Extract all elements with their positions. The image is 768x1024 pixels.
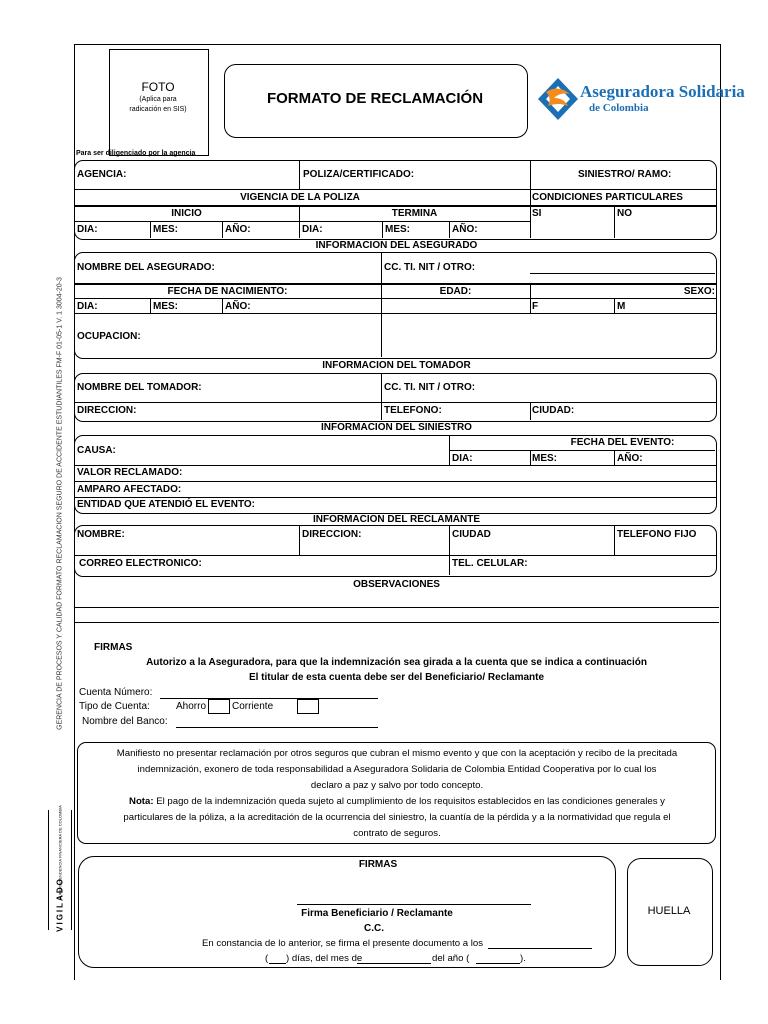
photo-label: FOTO (141, 80, 175, 94)
condiciones-label: CONDICIONES PARTICULARES (532, 192, 683, 203)
entidad-label: ENTIDAD QUE ATENDIÓ EL EVENTO: (77, 499, 255, 510)
nombre-asegurado-label: NOMBRE DEL ASEGURADO: (77, 262, 215, 273)
correo-label: CORREO ELECTRONICO: (79, 558, 202, 569)
valor-reclamado-label: VALOR RECLAMADO: (77, 467, 183, 478)
evento-mes: MES: (532, 453, 557, 464)
ciudad-reclamante-label: CIUDAD (452, 529, 491, 540)
termina-anio: AÑO: (452, 224, 478, 235)
direccion-tomador-label: DIRECCION: (77, 405, 137, 416)
vigencia-label: VIGENCIA DE LA POLIZA (240, 192, 360, 203)
tomador-section-title: INFORMACION DEL TOMADOR (322, 360, 471, 371)
banco-label: Nombre del Banco: (82, 716, 168, 727)
logo-sub: de Colombia (589, 102, 649, 114)
inicio-label: INICIO (171, 208, 202, 219)
tipo-cuenta-label: Tipo de Cuenta: (79, 701, 150, 712)
inicio-anio: AÑO: (225, 224, 251, 235)
corriente-checkbox[interactable] (297, 699, 319, 714)
titular-text: El titular de esta cuenta debe ser del Beneficiario/ Reclamante (248, 672, 545, 683)
ahorro-label: Ahorro (176, 701, 207, 712)
agency-note: Para ser diligenciado por la agencia (76, 150, 196, 157)
termina-label: TERMINA (391, 208, 438, 219)
no-label: NO (617, 208, 632, 219)
celular-label: TEL. CELULAR: (452, 558, 528, 569)
si-label: SI (532, 208, 542, 219)
nac-mes: MES: (153, 301, 178, 312)
firmas-title-1: FIRMAS (94, 642, 133, 653)
nombre-tomador-label: NOMBRE DEL TOMADOR: (77, 382, 202, 393)
logo-icon (534, 76, 582, 122)
photo-note-1: (Aplica para (139, 96, 177, 103)
firma-label: Firma Beneficiario / Reclamante (301, 908, 453, 919)
sexo-m: M (617, 301, 626, 312)
cc-firma-label: C.C. (364, 923, 384, 934)
evento-dia: DIA: (452, 453, 473, 464)
manifiesto-line-2: indemnización, exonero de toda responsabilidad a Aseguradora Solidaria de Colombia Entidad Cooperativa por lo cual los (137, 764, 657, 775)
firma-line[interactable] (297, 904, 531, 905)
anio-input[interactable] (476, 963, 520, 964)
edad-label: EDAD: (439, 286, 472, 297)
side-text: GERENCIA DE PROCESOS Y CALIDAD FORMATO RECLAMACION SEGURO DE ACCIDENTE ESTUDIANTILES FM-F 01-05-1 V. 1 3004-20-3 (56, 277, 64, 730)
mes-input[interactable] (357, 963, 431, 964)
nota-text-1: El pago de la indemnización queda sujeto al cumplimiento de los requisitos establecidos en las condiciones generales y (156, 796, 665, 807)
dias-open: ( (265, 953, 269, 964)
del-anio-text: del año ( (432, 953, 470, 964)
inicio-mes: MES: (153, 224, 178, 235)
dias-input[interactable] (269, 963, 286, 964)
asegurado-section-title: INFORMACION DEL ASEGURADO (315, 240, 478, 251)
dias-close: ) días, del mes de (286, 953, 363, 964)
manifiesto-line-3: declaro a paz y salvo por todo concepto. (310, 780, 484, 791)
nota-line-2: particulares de la póliza, a la acreditación de la ocurrencia del siniestro, la cuantía de la pérdida y a la normatividad que regula el (123, 812, 671, 823)
banco-input[interactable] (176, 727, 378, 728)
cuenta-input[interactable] (160, 698, 378, 699)
telefono-tomador-label: TELEFONO: (384, 405, 442, 416)
siniestro-ramo-label: SINIESTRO/ RAMO: (578, 169, 672, 180)
cc-asegurado-label: CC. TI. NIT / OTRO: (384, 262, 476, 273)
amparo-label: AMPARO AFECTADO: (77, 484, 182, 495)
reclamante-section-title: INFORMACION DEL RECLAMANTE (312, 514, 481, 525)
termina-dia: DIA: (302, 224, 323, 235)
observaciones-label: OBSERVACIONES (353, 579, 440, 590)
form-title: FORMATO DE RECLAMACIÓN (266, 90, 484, 107)
constancia-input[interactable] (488, 948, 592, 949)
fecha-nacimiento-label: FECHA DE NACIMIENTO: (167, 286, 288, 297)
nac-anio: AÑO: (225, 301, 251, 312)
direccion-reclamante-label: DIRECCION: (302, 529, 362, 540)
constancia-end: ). (520, 953, 526, 964)
nota-line-1 (77, 796, 717, 808)
ahorro-checkbox[interactable] (208, 699, 230, 714)
nota-label: Nota: (129, 796, 154, 807)
firmas-title-2: FIRMAS (358, 859, 398, 870)
vigilado-small: SUPERINTENDENCIA FINANCIERA DE COLOMBIA (57, 805, 63, 900)
constancia-text: En constancia de lo anterior, se firma el presente documento a los (202, 938, 484, 949)
autorizo-text: Autorizo a la Aseguradora, para que la indemnización sea girada a la cuenta que se indica a continuación (146, 657, 647, 668)
cc-tomador-label: CC. TI. NIT / OTRO: (384, 382, 476, 393)
ocupacion-label: OCUPACION: (77, 331, 141, 342)
cuenta-label: Cuenta Número: (79, 687, 153, 698)
inicio-dia: DIA: (77, 224, 98, 235)
nac-dia: DIA: (77, 301, 98, 312)
manifiesto-line-1: Manifiesto no presentar reclamación por otros seguros que cubran el mismo evento y que con la aceptación y recibo de la precitada (116, 748, 678, 759)
sexo-f: F (532, 301, 539, 312)
vigilado-label: VIGILADO (55, 877, 65, 932)
siniestro-section-title: INFORMACION DEL SINIESTRO (321, 422, 472, 433)
nombre-reclamante-label: NOMBRE: (77, 529, 125, 540)
sexo-label: SEXO: (683, 286, 715, 297)
huella-label: HUELLA (647, 905, 691, 917)
corriente-label: Corriente (232, 701, 274, 712)
termina-mes: MES: (385, 224, 410, 235)
fecha-evento-label: FECHA DEL EVENTO: (570, 437, 675, 448)
poliza-label: POLIZA/CERTIFICADO: (303, 169, 415, 180)
telefono-fijo-label: TELEFONO FIJO (617, 529, 697, 540)
agencia-label: AGENCIA: (77, 169, 127, 180)
ciudad-tomador-label: CIUDAD: (532, 405, 575, 416)
causa-label: CAUSA: (77, 445, 116, 456)
evento-anio: AÑO: (617, 453, 643, 464)
photo-note-2: radicación en SIS) (129, 106, 187, 113)
logo-main: Aseguradora Solidaria (580, 82, 745, 101)
nota-line-3: contrato de seguros. (353, 828, 441, 839)
